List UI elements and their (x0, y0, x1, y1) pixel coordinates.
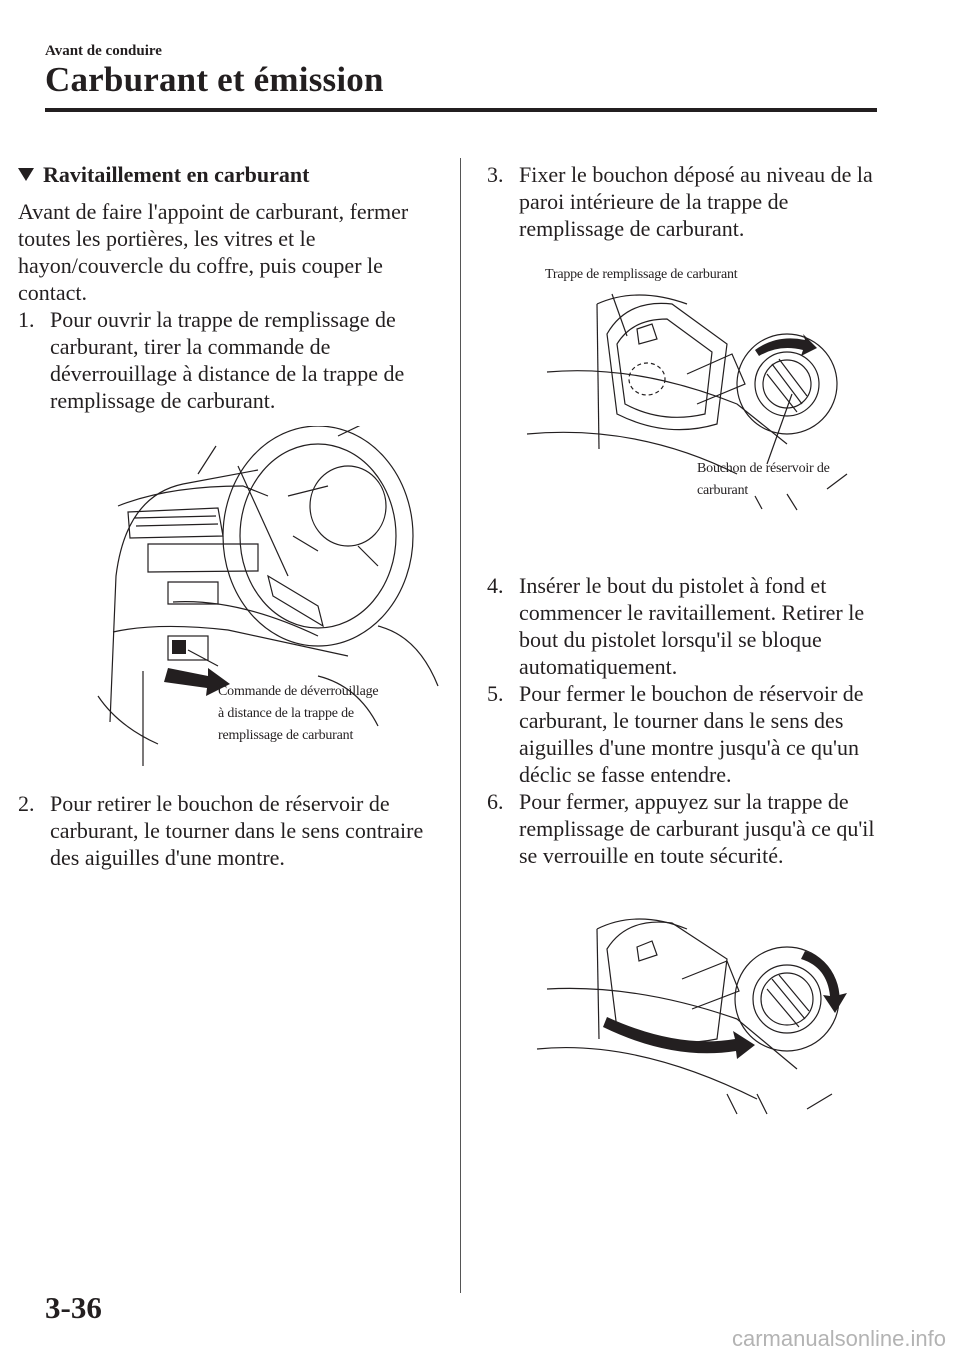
step-3 (487, 161, 882, 242)
step-number: 4. (487, 573, 504, 598)
figure2-label-bottom (697, 458, 830, 502)
step-text: Pour fermer le bouchon de réservoir de carburant, le tourner dans le sens des aiguilles d'une montre jusqu'à ce qu'un déclic se fasse entendre. (519, 681, 864, 787)
step-number: 2. (18, 791, 35, 816)
step-number: 3. (487, 162, 504, 187)
column-divider (460, 158, 461, 1293)
step-text: Insérer le bout du pistolet à fond et commencer le ravitaillement. Retirer le bout du pistolet lorsqu'il se bloque automatiquement. (519, 573, 865, 679)
caption-line: carburant (697, 483, 749, 498)
title-rule (45, 108, 877, 112)
step-6 (487, 788, 882, 869)
step-number: 5. (487, 681, 504, 706)
right-column (487, 161, 882, 1129)
chapter-label: Avant de conduire (45, 43, 162, 59)
watermark: carmanualsonline.info (731, 1326, 946, 1351)
figure-fuel-lid-release (18, 426, 443, 778)
caption-line: à distance de la trappe de (218, 706, 354, 721)
step-2 (18, 790, 443, 871)
step-1 (18, 306, 443, 414)
step-5 (487, 680, 882, 788)
step-text: Fixer le bouchon déposé au niveau de la paroi intérieure de la trappe de remplissage de carburant. (519, 162, 873, 241)
figure-close-cap (487, 899, 882, 1129)
subheading (18, 161, 443, 188)
triangle-bullet-icon (18, 168, 34, 181)
step-text: Pour fermer, appuyez sur la trappe de remplissage de carburant jusqu'à ce qu'il se verrouille en toute sécurité. (519, 789, 875, 868)
figure2-label-top: Trappe de remplissage de carburant (545, 267, 738, 282)
subheading-text: Ravitaillement en carburant (43, 162, 310, 187)
step-text: Pour retirer le bouchon de réservoir de carburant, le tourner dans le sens contraire des aiguilles d'une montre. (50, 791, 424, 870)
figure-cap-holder (487, 264, 882, 542)
step-number: 1. (18, 307, 35, 332)
step-text: Pour ouvrir la trappe de remplissage de carburant, tirer la commande de déverrouillage à distance de la trappe de remplissage de carburant. (50, 307, 405, 413)
figure1-caption (218, 681, 378, 747)
intro-paragraph: Avant de faire l'appoint de carburant, fermer toutes les portières, les vitres et le hayon/couvercle du coffre, puis couper le contact. (18, 199, 409, 305)
step-4 (487, 572, 882, 680)
step-number: 6. (487, 789, 504, 814)
page-number: 3-36 (45, 1290, 102, 1325)
page-title: Carburant et émission (45, 60, 384, 99)
caption-line: Bouchon de réservoir de (697, 461, 830, 476)
caption-line: remplissage de carburant (218, 728, 354, 743)
fuel-cap-close-illustration (487, 899, 882, 1129)
left-column (18, 161, 443, 871)
caption-line: Commande de déverrouillage (218, 684, 379, 699)
